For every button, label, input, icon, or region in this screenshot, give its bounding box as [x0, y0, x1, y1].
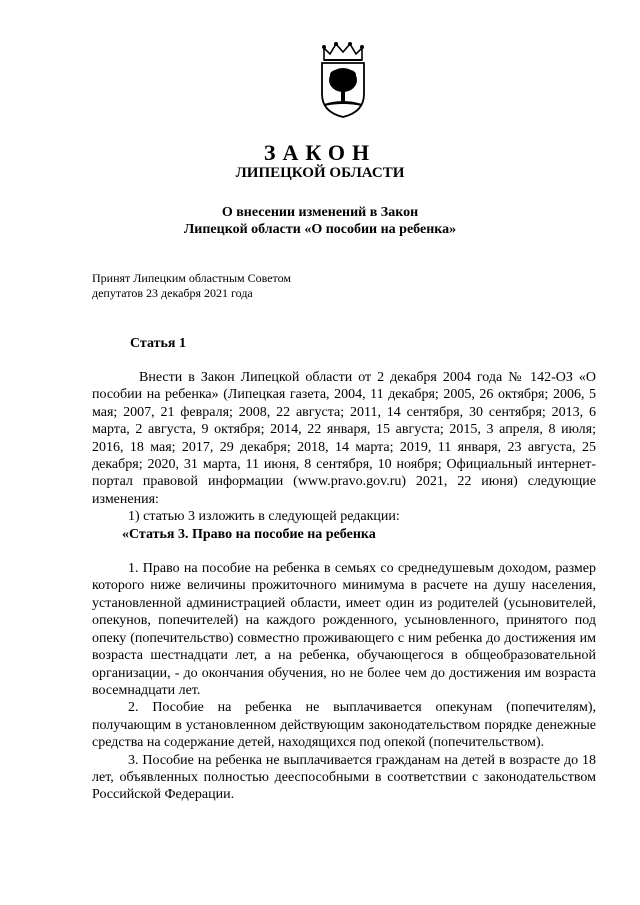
- paragraph: 2. Пособие на ребенка не выплачивается опекунам (попечителям), получающим в установленном действующим законодательством порядке денежные средства на содержание детей, находящихся под опекой (попечительством).: [92, 700, 596, 751]
- document-title: ЗАКОН: [263, 140, 377, 165]
- paragraph: 1. Право на пособие на ребенка в семьях со среднедушевым доходом, размер которого ниже величины прожиточного минимума в расчете на душу населения, установленной администрацией области, имеет один из родителей (усыновителей, опекунов, попечителей) на каждого рожденного, усыновленного, принятого под опеку (попечительство) совместно проживающего с ним ребенка до достижения им возраста шестнадцати лет, а на ребенка, обучающегося в общеобразовательной организации, - до окончания обучения, но не более чем до достижения им возраста восемнадцати лет.: [92, 561, 596, 698]
- amendment-item: 1) статью 3 изложить в следующей редакции:: [128, 509, 400, 525]
- document-region: ЛИПЕЦКОЙ ОБЛАСТИ: [235, 165, 405, 181]
- adoption-line: депутатов 23 декабря 2021 года: [92, 286, 253, 300]
- subject-line: Липецкой области «О пособии на ребенка»: [183, 222, 457, 237]
- spacer: [92, 543, 596, 560]
- amended-article-heading: «Статья 3. Право на пособие на ребенка: [122, 526, 376, 542]
- subject-line: О внесении изменений в Закон: [221, 205, 419, 220]
- paragraph: 3. Пособие на ребенка не выплачивается гражданам на детей в возрасте до 18 лет, объявленных полностью дееспособными в соответствии с законодательством Российской Федерации.: [92, 752, 596, 803]
- article-body: [92, 369, 596, 804]
- coat-of-arms-icon: [318, 42, 368, 118]
- adoption-line: Принят Липецким областным Советом: [92, 271, 291, 285]
- article-intro: Внести в Закон Липецкой области от 2 декабря 2004 года № 142-ОЗ «О пособии на ребенка» (Липецкая газета, 2004, 11 декабря; 2005, 26 октября; 2006, 5 мая; 2007, 21 февраля; 2008, 22 августа; 2011, 14 сентября, 30 сентября; 2013, 6 марта, 2 августа, 9 октября; 2014, 22 января, 15 августа; 2015, 3 апреля, 8 июля; 2016, 18 мая; 2017, 29 декабря; 2018, 14 марта; 2019, 11 января, 23 августа, 25 декабря; 2020, 31 марта, 11 июня, 8 сентября, 10 ноября; Официальный интернет-портал правовой информации (www.pravo.gov.ru) 2021, 22 июня) следующие изменения:: [92, 370, 596, 507]
- document-subject: [0, 204, 640, 238]
- adoption-note: [92, 271, 392, 301]
- article-heading: Статья 1: [130, 336, 186, 351]
